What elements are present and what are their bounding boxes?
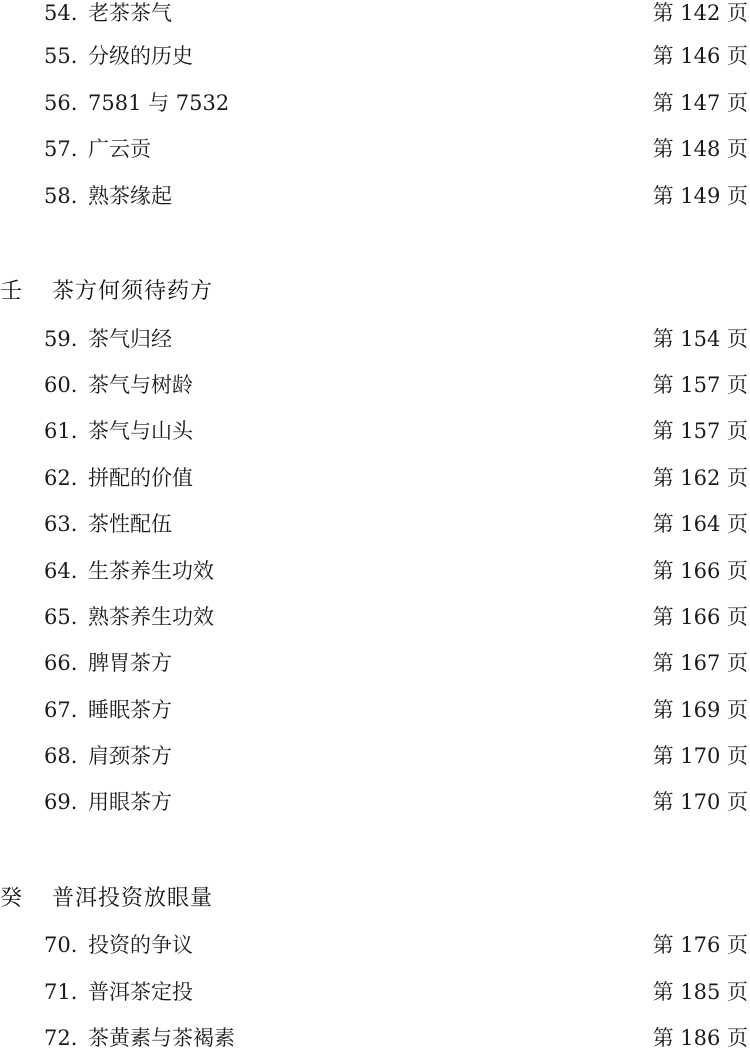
entry-number: 60. bbox=[44, 373, 78, 397]
entry-number: 65. bbox=[44, 605, 78, 629]
entry-title: 拼配的价值 bbox=[88, 466, 193, 490]
entry-page-number: 第 157 页 bbox=[652, 419, 748, 443]
section-title: 茶方何须待药方 bbox=[52, 279, 214, 304]
entry-title: 茶黄素与茶褐素 bbox=[88, 1026, 235, 1050]
entry-title: 分级的历史 bbox=[88, 44, 193, 68]
entry-number: 59. bbox=[44, 327, 78, 351]
toc-entry-55 bbox=[0, 40, 750, 72]
entry-title: 脾胃茶方 bbox=[88, 651, 172, 675]
entry-number: 64. bbox=[44, 559, 78, 583]
entry-number: 68. bbox=[44, 744, 78, 768]
section-marker: 壬 bbox=[0, 279, 23, 304]
entry-page-number: 第 176 页 bbox=[652, 933, 748, 957]
entry-title: 茶气与山头 bbox=[88, 419, 193, 443]
entry-title: 普洱茶定投 bbox=[88, 980, 193, 1004]
entry-title: 生茶养生功效 bbox=[88, 559, 214, 583]
entry-title: 茶气与树龄 bbox=[88, 373, 193, 397]
entry-title: 老茶茶气 bbox=[88, 1, 172, 25]
entry-title: 熟茶养生功效 bbox=[88, 605, 214, 629]
entry-number: 57. bbox=[44, 137, 78, 161]
entry-number: 61. bbox=[44, 419, 78, 443]
entry-number: 66. bbox=[44, 651, 78, 675]
entry-page-number: 第 142 页 bbox=[652, 1, 748, 25]
entry-title: 7581 与 7532 bbox=[88, 91, 230, 115]
toc-entry-71 bbox=[0, 976, 750, 1008]
entry-page-number: 第 167 页 bbox=[652, 651, 748, 675]
toc-entry-64 bbox=[0, 555, 750, 587]
entry-number: 62. bbox=[44, 466, 78, 490]
toc-entry-58 bbox=[0, 180, 750, 212]
entry-title: 茶气归经 bbox=[88, 327, 172, 351]
entry-page-number: 第 147 页 bbox=[652, 91, 748, 115]
entry-page-number: 第 149 页 bbox=[652, 184, 748, 208]
toc-entry-56 bbox=[0, 87, 750, 119]
entry-number: 72. bbox=[44, 1026, 78, 1050]
entry-number: 71. bbox=[44, 980, 78, 1004]
entry-page-number: 第 169 页 bbox=[652, 698, 748, 722]
toc-entry-61 bbox=[0, 415, 750, 447]
entry-title: 熟茶缘起 bbox=[88, 184, 172, 208]
entry-title: 投资的争议 bbox=[88, 933, 193, 957]
toc-entry-72 bbox=[0, 1022, 750, 1054]
toc-entry-66 bbox=[0, 647, 750, 679]
toc-entry-69 bbox=[0, 786, 750, 818]
toc-entry-68 bbox=[0, 740, 750, 772]
entry-page-number: 第 186 页 bbox=[652, 1026, 748, 1050]
entry-number: 67. bbox=[44, 698, 78, 722]
entry-title: 睡眠茶方 bbox=[88, 698, 172, 722]
toc-entry-54 bbox=[0, 0, 750, 29]
toc-entry-62 bbox=[0, 462, 750, 494]
section-heading-ren bbox=[0, 274, 750, 310]
toc-entry-63 bbox=[0, 508, 750, 540]
entry-page-number: 第 162 页 bbox=[652, 466, 748, 490]
entry-number: 54. bbox=[44, 1, 78, 25]
section-marker: 癸 bbox=[0, 886, 23, 911]
entry-number: 55. bbox=[44, 44, 78, 68]
entry-number: 63. bbox=[44, 512, 78, 536]
toc-entry-70 bbox=[0, 929, 750, 961]
toc-entry-67 bbox=[0, 694, 750, 726]
section-title: 普洱投资放眼量 bbox=[52, 886, 214, 911]
entry-page-number: 第 170 页 bbox=[652, 744, 748, 768]
entry-title: 广云贡 bbox=[88, 137, 151, 161]
entry-number: 58. bbox=[44, 184, 78, 208]
section-heading-gui bbox=[0, 881, 750, 917]
entry-title: 茶性配伍 bbox=[88, 512, 172, 536]
entry-number: 70. bbox=[44, 933, 78, 957]
toc-entry-59 bbox=[0, 323, 750, 355]
entry-page-number: 第 170 页 bbox=[652, 790, 748, 814]
entry-page-number: 第 166 页 bbox=[652, 559, 748, 583]
toc-entry-60 bbox=[0, 369, 750, 401]
entry-page-number: 第 154 页 bbox=[652, 327, 748, 351]
toc-entry-57 bbox=[0, 133, 750, 165]
entry-page-number: 第 157 页 bbox=[652, 373, 748, 397]
toc-entry-65 bbox=[0, 601, 750, 633]
entry-number: 69. bbox=[44, 790, 78, 814]
entry-page-number: 第 166 页 bbox=[652, 605, 748, 629]
entry-page-number: 第 185 页 bbox=[652, 980, 748, 1004]
entry-title: 肩颈茶方 bbox=[88, 744, 172, 768]
entry-number: 56. bbox=[44, 91, 78, 115]
entry-title: 用眼茶方 bbox=[88, 790, 172, 814]
entry-page-number: 第 146 页 bbox=[652, 44, 748, 68]
entry-page-number: 第 148 页 bbox=[652, 137, 748, 161]
entry-page-number: 第 164 页 bbox=[652, 512, 748, 536]
